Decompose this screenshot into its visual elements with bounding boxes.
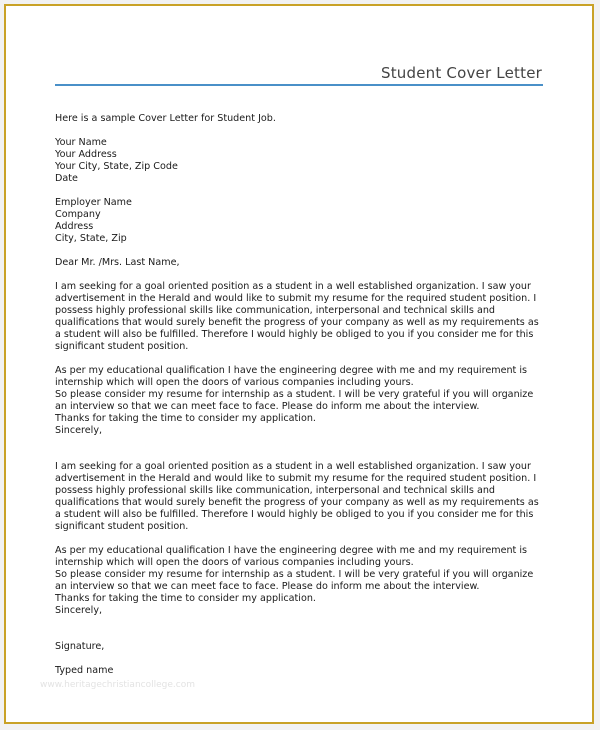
paragraph-line: So please consider my resume for internship as a student. I will be very grateful if you will organize [55,569,534,580]
recipient-block [55,197,545,245]
paragraph-intro [55,281,545,353]
recipient-address: Address [55,221,94,232]
paragraph-line: qualifications that would surely benefit the progress of your company as well as my requirements as [55,497,539,508]
recipient-company: Company [55,209,101,220]
paragraph-line: So please consider my resume for internship as a student. I will be very grateful if you will organize [55,389,534,400]
paragraph-line: an interview so that we can meet face to face. Please do inform me about the interview. [55,581,480,592]
paragraph-line: Thanks for taking the time to consider my application. [55,413,316,424]
typed-name-line: Typed name [55,665,114,676]
paragraph-line: possess highly professional skills like communication, interpersonal and technical skills and [55,305,495,316]
document-title: Student Cover Letter [381,64,542,82]
paragraph-line: qualifications that would surely benefit the progress of your company as well as my requirements as [55,317,539,328]
paragraph-line: internship which will open the doors of various companies including yours. [55,557,414,568]
closing-line: Sincerely, [55,425,103,436]
paragraph-line: a student will also be fulfilled. Therefore I would highly be obliged to you if you consider me for this [55,509,534,520]
paragraph-intro [55,461,545,533]
paragraph-qualification [55,545,545,617]
recipient-name: Employer Name [55,197,132,208]
paragraph-line: As per my educational qualification I have the engineering degree with me and my requirement is [55,545,528,556]
recipient-city-state-zip: City, State, Zip [55,233,127,244]
signature-line: Signature, [55,641,105,652]
paragraph-line: As per my educational qualification I have the engineering degree with me and my requirement is [55,365,528,376]
watermark: www.heritagechristiancollege.com [40,680,195,690]
sender-city-state-zip: Your City, State, Zip Code [55,161,178,172]
paragraph-line: Thanks for taking the time to consider my application. [55,593,316,604]
paragraph-qualification [55,365,545,437]
sender-block [55,137,545,185]
letter-date: Date [55,173,78,184]
paragraph-line: a student will also be fulfilled. Therefore I would highly be obliged to you if you consider me for this [55,329,534,340]
sender-address: Your Address [55,149,117,160]
paragraph-line: I am seeking for a goal oriented position as a student in a well established organization. I saw your [55,461,531,472]
paragraph-line: significant student position. [55,521,189,532]
intro-line: Here is a sample Cover Letter for Student Job. [55,113,276,124]
sender-name: Your Name [55,137,107,148]
salutation: Dear Mr. /Mrs. Last Name, [55,257,180,268]
header-divider [55,84,543,86]
letter-body [55,113,545,677]
paragraph-line: significant student position. [55,341,189,352]
paragraph-line: possess highly professional skills like communication, interpersonal and technical skills and [55,485,495,496]
paragraph-line: internship which will open the doors of various companies including yours. [55,377,414,388]
closing-line: Sincerely, [55,605,103,616]
paragraph-line: advertisement in the Herald and would like to submit my resume for the required student position. I [55,293,537,304]
letter-block-2 [55,461,545,617]
paragraph-line: I am seeking for a goal oriented position as a student in a well established organization. I saw your [55,281,531,292]
paragraph-line: an interview so that we can meet face to face. Please do inform me about the interview. [55,401,480,412]
letter-block-1 [55,281,545,437]
paragraph-line: advertisement in the Herald and would like to submit my resume for the required student position. I [55,473,537,484]
